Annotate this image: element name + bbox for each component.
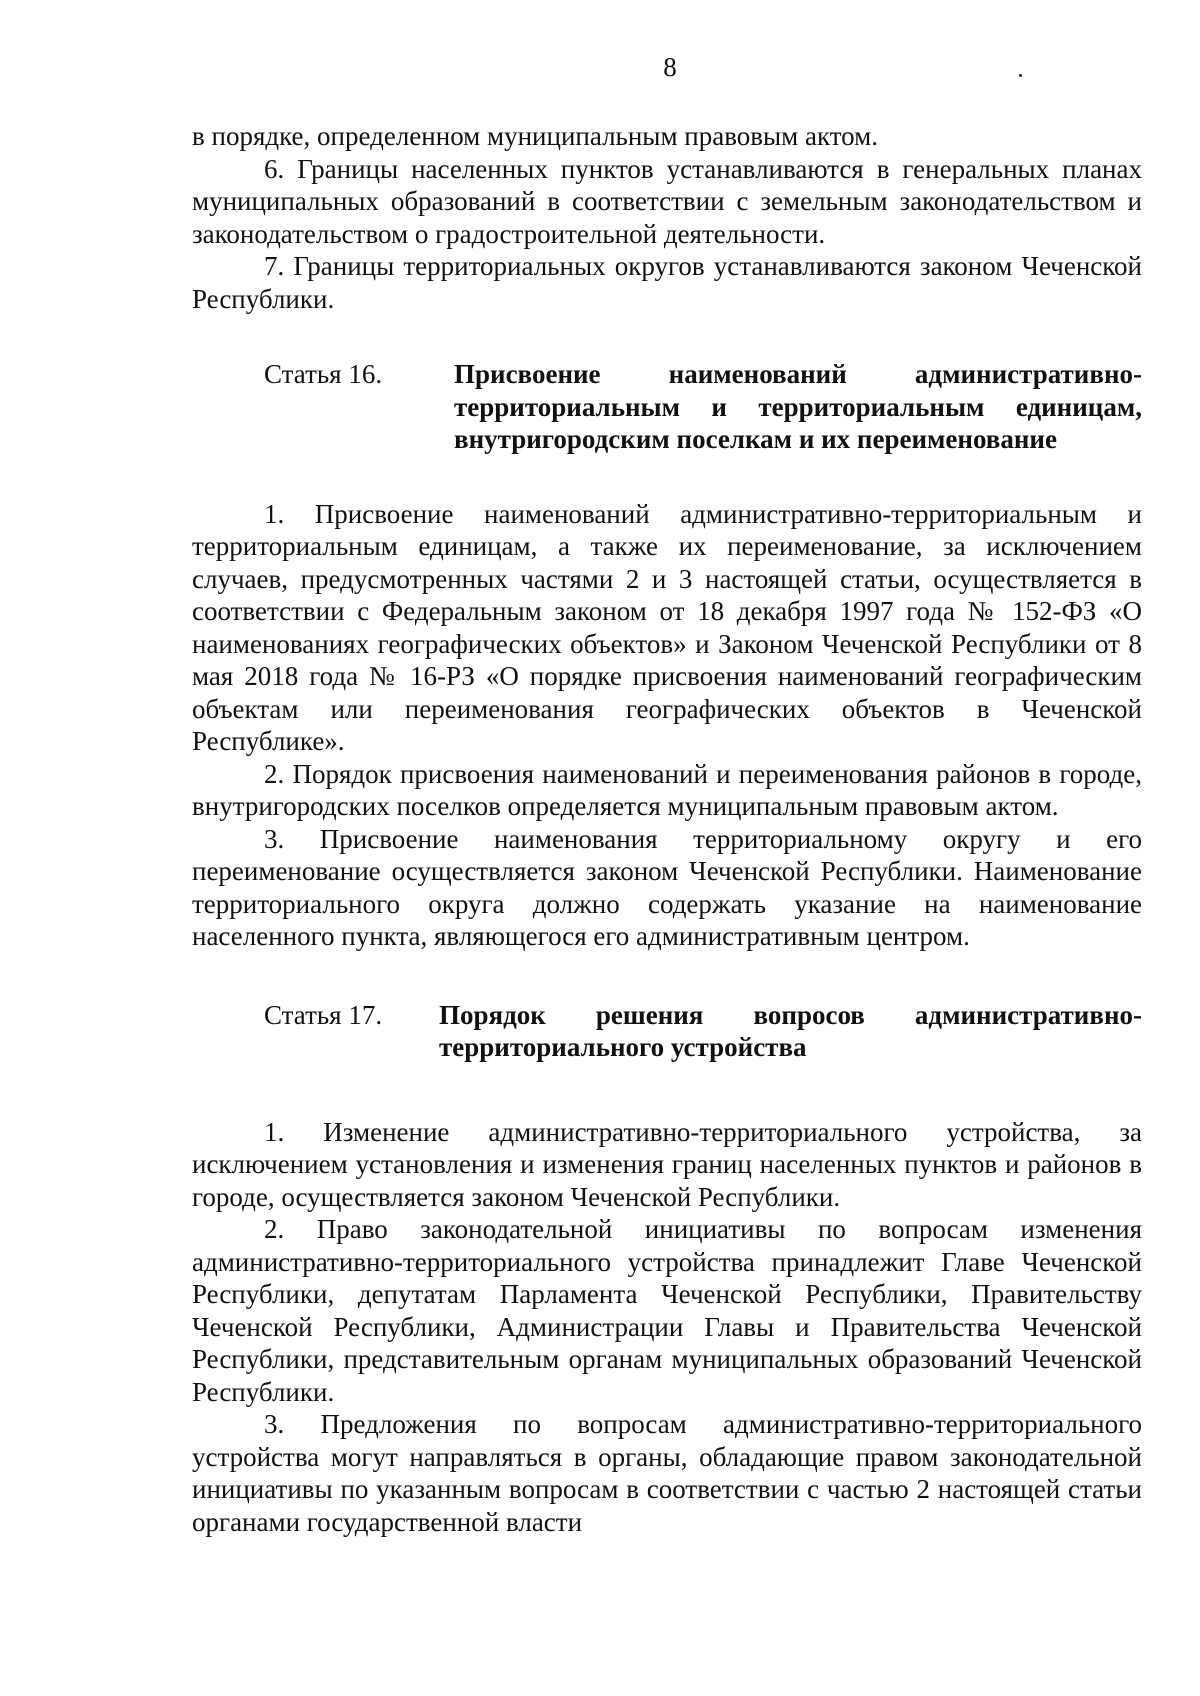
article-17-label: Статья 17. <box>264 999 383 1030</box>
article-17-paragraph-3: 3. Предложения по вопросам административно-территориального устройства могут направляться в органы, обладающие правом законодательной инициативы по указанным вопросам в соответствии с частью 2 настоящей статьи органами государственной власти <box>192 1409 1142 1537</box>
article-16-label: Статья 16. <box>264 359 383 389</box>
scan-speck <box>1019 74 1022 77</box>
paragraph-item-7: 7. Границы территориальных округов устанавливаются законом Чеченской Республики. <box>192 251 1142 314</box>
article-16-paragraph-2: 2. Порядок присвоения наименований и переименования районов в городе, внутригородских поселков определяется муниципальным правовым актом. <box>192 758 1142 821</box>
article-16-heading <box>264 358 1142 456</box>
article-17-heading <box>264 999 1142 1064</box>
page-number: 8 <box>663 52 677 82</box>
paragraph-continuation: в порядке, определенном муниципальным правовым актом. <box>192 121 879 151</box>
article-17-paragraph-2: 2. Право законодательной инициативы по вопросам изменения административно-территориального устройства принадлежит Главе Чеченской Республики, депутатам Парламента Чеченской Республики, Правительству Чеченской Республики, Администрации Главы и Правительства Чеченской Республики, представительным органам муниципальных образований Чеченской Республики. <box>192 1214 1142 1407</box>
article-17-title: Порядок решения вопросов административно-территориального устройства <box>439 999 1142 1062</box>
document-body <box>192 120 1142 1538</box>
article-16-paragraph-1: 1. Присвоение наименований административно-территориальным и территориальным единицам, а также их переименование, за исключением случаев, предусмотренных частями 2 и 3 настоящей статьи, осуществляется в соответствии с Федеральным законом от 18 декабря 1997 года № 152-ФЗ «О наименованиях географических объектов» и Законом Чеченской Республики от 8 мая 2018 года № 16-РЗ «О порядке присвоения наименований географическим объектам или переименования географических объектов в Чеченской Республике». <box>192 498 1142 756</box>
article-16-paragraph-3: 3. Присвоение наименования территориальному округу и его переименование осуществляется законом Чеченской Республики. Наименование территориального округа должно содержать указание на наименование населенного пункта, являющегося его административным центром. <box>192 823 1142 951</box>
paragraph-item-6: 6. Границы населенных пунктов устанавливаются в генеральных планах муниципальных образований в соответствии с земельным законодательством и законодательством о градостроительной деятельности. <box>192 153 1142 249</box>
article-17-paragraph-1: 1. Изменение административно-территориального устройства, за исключением установления и изменения границ населенных пунктов и районов в городе, осуществляется законом Чеченской Республики. <box>192 1116 1142 1212</box>
article-16-title: Присвоение наименований административно-территориальным и территориальным единицам, внутригородским поселкам и их переименование <box>454 359 1142 454</box>
